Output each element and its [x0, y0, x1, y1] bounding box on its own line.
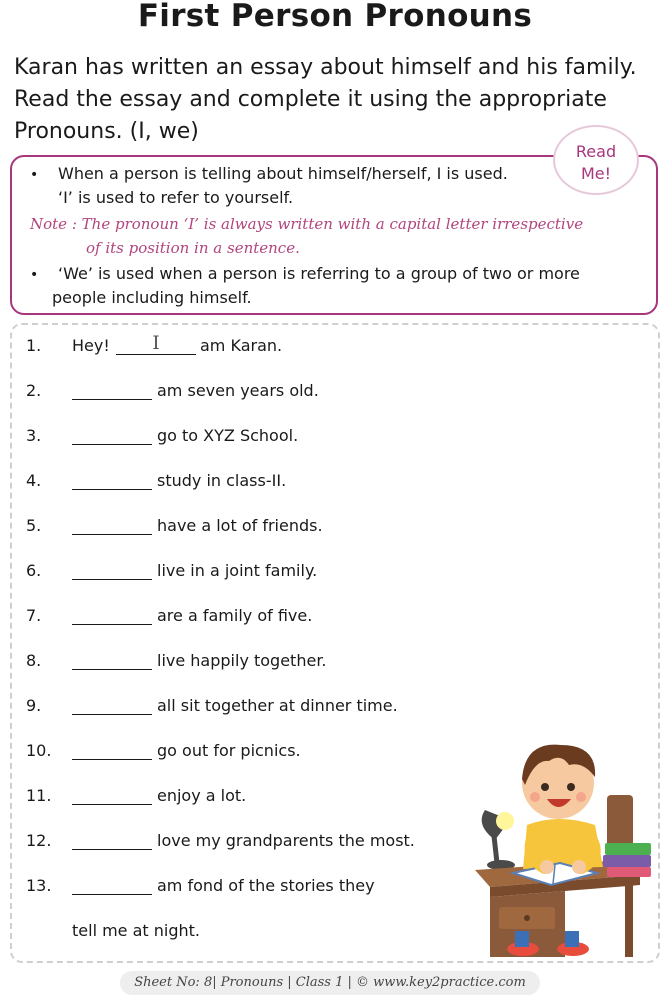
- question-text: study in class-II.: [157, 471, 287, 490]
- answer-blank[interactable]: [72, 784, 152, 805]
- note-line-1: Note : The pronoun ‘I’ is always written with a capital letter irrespective: [30, 215, 584, 233]
- answer-blank[interactable]: [72, 559, 152, 580]
- rule-2-line-2: people including himself.: [52, 288, 252, 307]
- question-prefix: Hey!: [72, 336, 110, 355]
- question-number: 3.: [26, 426, 42, 445]
- instruction-line: Read the essay and complete it using the appropriate: [14, 87, 607, 112]
- rule-1-line-1: When a person is telling about himself/herself, I is used.: [58, 164, 508, 183]
- answer-blank[interactable]: [72, 874, 152, 895]
- note-line-2: of its position in a sentence.: [86, 239, 300, 257]
- answer-blank[interactable]: [72, 829, 152, 850]
- question-text: enjoy a lot.: [157, 786, 247, 805]
- question-text: go to XYZ School.: [157, 426, 299, 445]
- instruction-line: Karan has written an essay about himself and his family.: [14, 55, 637, 80]
- question-number: 6.: [26, 561, 42, 580]
- question-number: 1.: [26, 336, 42, 355]
- question-text: live happily together.: [157, 651, 327, 670]
- rule-2-line-1: ‘We’ is used when a person is referring to a group of two or more: [58, 264, 580, 283]
- answer-blank[interactable]: [72, 739, 152, 760]
- answer-blank[interactable]: [72, 424, 152, 445]
- read-me-line: Me!: [580, 164, 612, 183]
- instructions: [14, 52, 654, 148]
- question-text: have a lot of friends.: [157, 516, 323, 535]
- bullet-icon: •: [30, 167, 39, 183]
- bullet-icon: •: [30, 267, 39, 283]
- question-number: 2.: [26, 381, 42, 400]
- answer-blank[interactable]: I: [116, 334, 196, 355]
- question-text: love my grandparents the most.: [157, 831, 415, 850]
- question-number: 11.: [26, 786, 52, 805]
- question-text: all sit together at dinner time.: [157, 696, 398, 715]
- question-number: 10.: [26, 741, 52, 760]
- footer: Sheet No: 8| Pronouns | Class 1 | © www.key2practice.com: [120, 971, 540, 995]
- read-me-line: Read: [575, 142, 617, 161]
- answer-blank[interactable]: [72, 514, 152, 535]
- rule-1-line-2: ‘I’ is used to refer to yourself.: [58, 188, 294, 207]
- question-number: 5.: [26, 516, 42, 535]
- boy-studying-at-desk-icon: [465, 735, 660, 960]
- question-text: are a family of five.: [157, 606, 313, 625]
- read-me-badge: [553, 125, 639, 195]
- question-number: 12.: [26, 831, 52, 850]
- instruction-line: Pronouns. (I, we): [14, 119, 199, 144]
- question-number: 4.: [26, 471, 42, 490]
- question-text: live in a joint family.: [157, 561, 318, 580]
- question-text: am fond of the stories they: [157, 876, 375, 895]
- page-title: First Person Pronouns: [137, 0, 533, 34]
- answer-blank[interactable]: [72, 469, 152, 490]
- question-number: 7.: [26, 606, 42, 625]
- question-number: 8.: [26, 651, 42, 670]
- answer-blank[interactable]: [72, 694, 152, 715]
- question-text: go out for picnics.: [157, 741, 301, 760]
- question-number: 13.: [26, 876, 52, 895]
- answer-blank[interactable]: [72, 604, 152, 625]
- question-text: am Karan.: [200, 336, 283, 355]
- answer-blank[interactable]: [72, 379, 152, 400]
- question-text: am seven years old.: [157, 381, 319, 400]
- answer-blank[interactable]: [72, 649, 152, 670]
- question-number: 9.: [26, 696, 42, 715]
- question-continuation: tell me at night.: [72, 921, 201, 940]
